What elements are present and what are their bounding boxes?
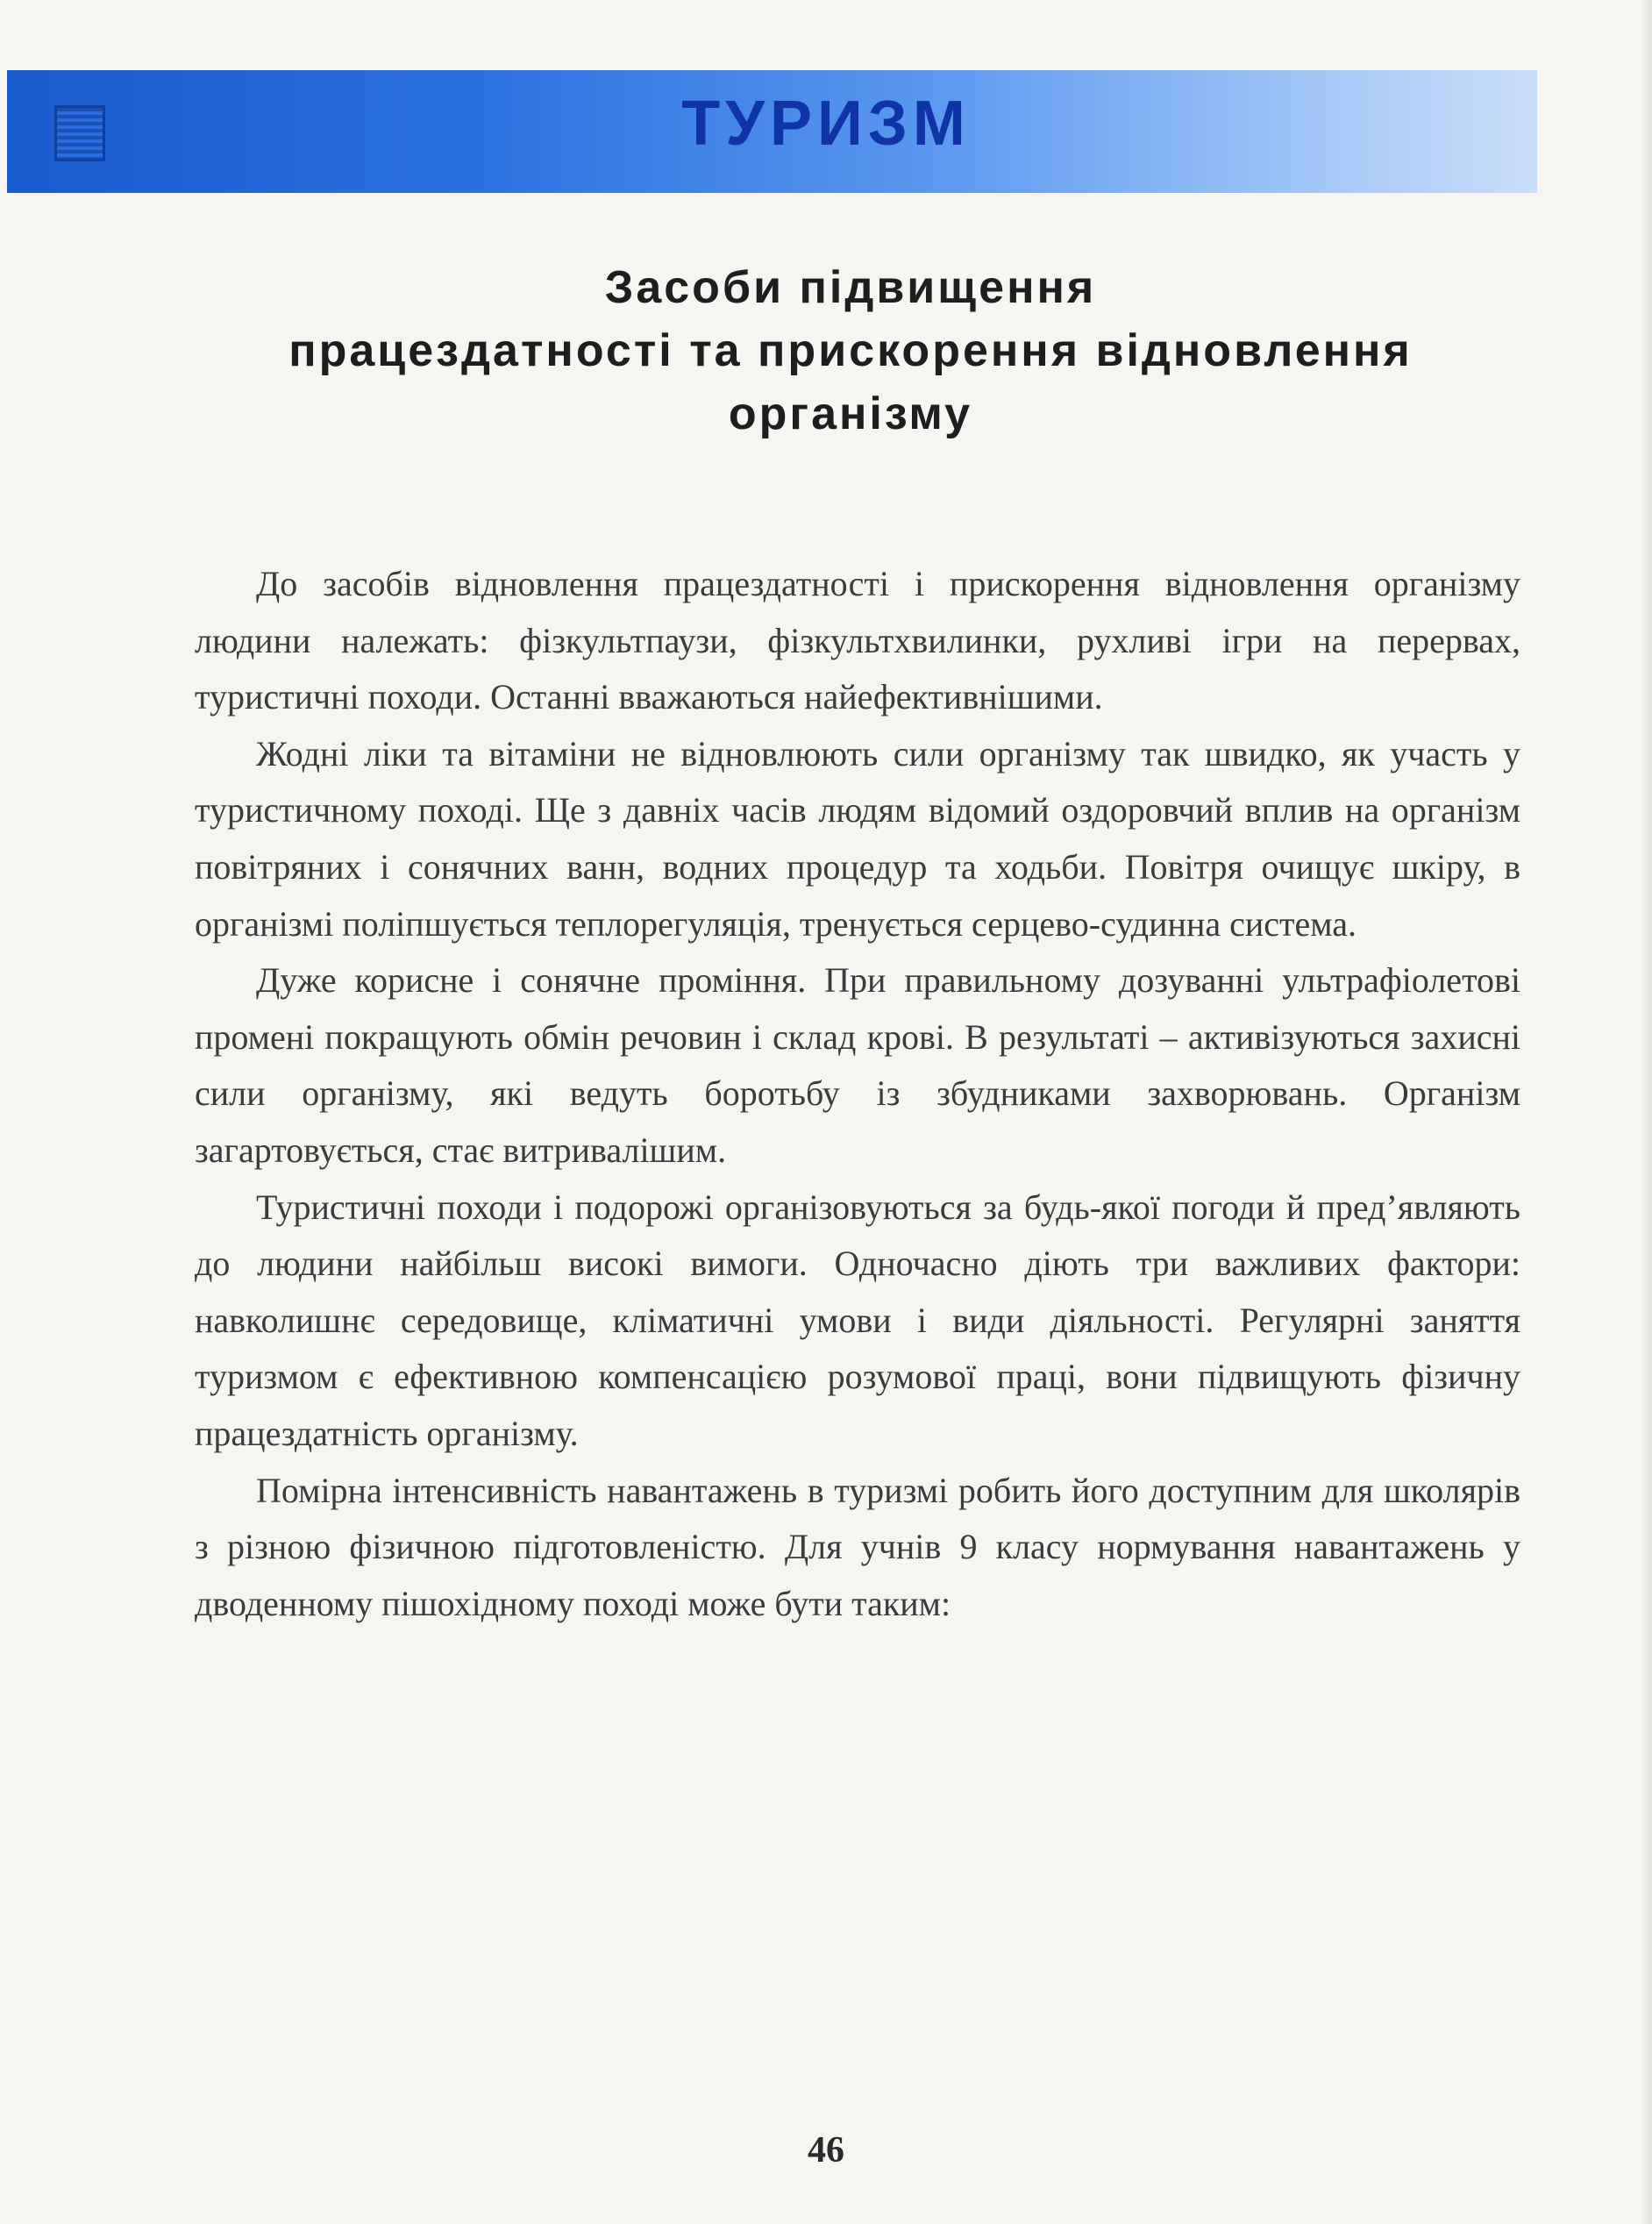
section-title <box>175 256 1526 446</box>
page-number: 46 <box>808 2130 844 2171</box>
page-edge-shadow <box>1640 0 1652 2224</box>
paragraph: Туристичні походи і подорожі організовуються за будь-якої погоди й пред’являють до людини найбільш високі вимоги. Одночасно діють три важливих фактори: навколишнє середовище, кліматичні умови і види діяльності. Регулярні заняття туризмом є ефективною компенсацією розумової праці, вони підвищують фізичну працездатність організму. <box>195 1187 1520 1453</box>
section-title-line: Засоби підвищення <box>604 262 1097 313</box>
body-text <box>195 556 1520 1632</box>
paragraph: Помірна інтенсивність навантажень в туризмі робить його доступним для школярів з різною фізичною підготовленістю. Для учнів 9 класу нормування навантажень у дводенному пішохідному поході може бути таким: <box>195 1470 1520 1623</box>
section-title-line: працездатності та прискорення відновлення <box>288 325 1413 376</box>
paragraph: Жодні ліки та вітаміни не відновлюють сили організму так швидко, як участь у туристичному поході. Ще з давніх часів людям відомий оздоровчий вплив на організм повітряних і сонячних ванн, водних процедур та ходьби. Повітря очищує шкіру, в організмі поліпшується теплорегуляція, тренується серцево-судинна система. <box>195 733 1520 944</box>
paragraph: Дуже корисне і сонячне проміння. При правильному дозуванні ультрафіолетові промені покращують обмін речовин і склад крові. В результаті – активізуються захисні сили організму, які ведуть боротьбу із збудниками захворювань. Організм загартовується, стає витривалішим. <box>195 960 1520 1170</box>
section-title-line: організму <box>728 388 973 439</box>
paragraph: До засобів відновлення працездатності і прискорення відновлення організму людини належать: фізкультпаузи, фізкультхвилинки, рухливі ігри на перервах, туристичні походи. Останні вважаються найефективнішими. <box>195 564 1520 717</box>
chapter-title: ТУРИЗМ <box>681 89 971 159</box>
